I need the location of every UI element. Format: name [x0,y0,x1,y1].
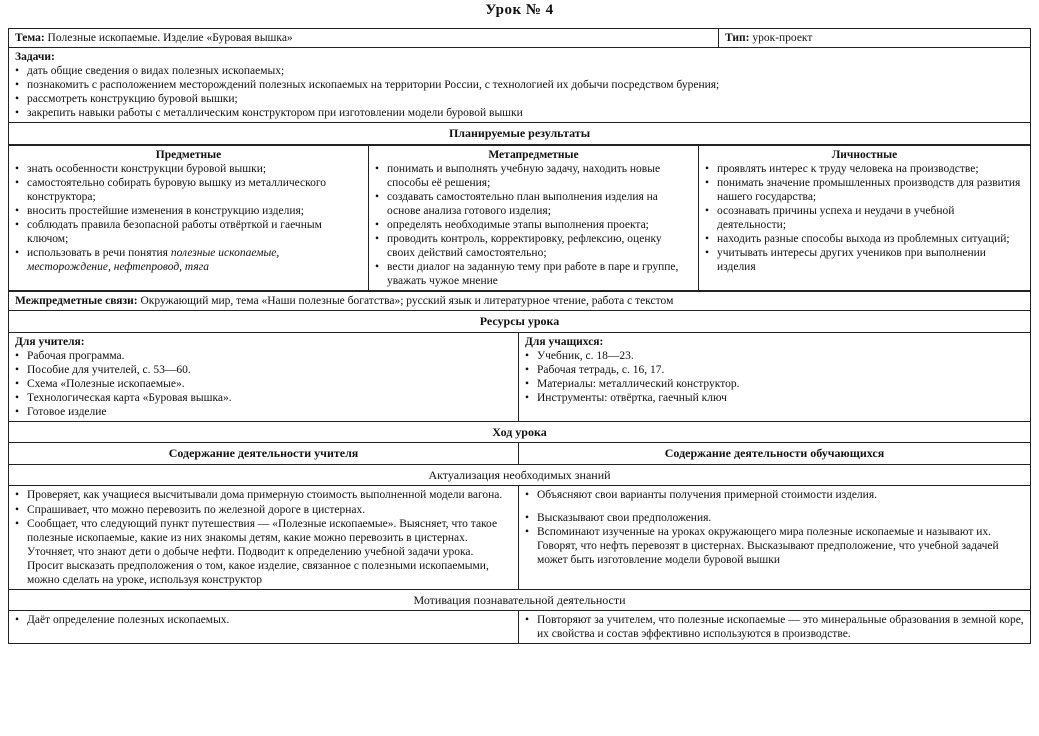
student-resource-item: • Учебник, с. 18—23. [525,349,1024,363]
tasks-cell [9,48,1031,123]
resources-header: Ресурсы урока [9,310,1031,332]
teacher-resource-item: • Рабочая программа. [15,349,512,363]
personal-item: • учитывать интересы других учеников при выполнении изделия [705,246,1024,274]
stage1-teacher-item: • Сообщает, что следующий пункт путешествия — «Полезные ископаемые». Выясняет, что такое полезные ископаемые, какие из них знакомы детям, какие можно перевозить в цистернах. Уточняет, что знают дети о добыче нефти. Подводит к определению учебной задачи урока. Просит высказать предположения о том, какое изделие, связанное с полезными ископаемыми, можно сделать на уроке, используя конструктор [15,517,512,587]
task-item: • рассмотреть конструкцию буровой вышки; [15,92,1024,106]
topic-row [9,29,1031,48]
personal-header: Личностные [831,148,898,161]
stage1-student-item: • Объясняют свои варианты получения примерной стоимости изделия. [525,488,1024,502]
stage2-teacher-item: • Даёт определение полезных ископаемых. [15,613,512,627]
task-item: • дать общие сведения о видах полезных ископаемых; [15,64,1024,78]
stage2-content-row [9,611,1031,644]
student-resources-list [525,349,1024,405]
stage2-student-list [525,613,1024,641]
meta-item: • вести диалог на заданную тему при работе в паре и группе, уважать чужое мнение [375,260,692,288]
meta-item: • проводить контроль, корректировку, рефлексию, оценку своих действий самостоятельно; [375,232,692,260]
stage1-student-item: • Высказывают свои предположения. [525,511,1024,525]
student-column-header: Содержание деятельности обучающихся [519,443,1031,465]
meta-item: • понимать и выполнять учебную задачу, находить новые способы её решения; [375,162,692,190]
stage2-teacher-cell [9,611,519,644]
topic-cell [9,29,719,48]
tasks-row [9,48,1031,123]
student-resource-item: • Инструменты: отвёртка, гаечный ключ [525,391,1024,405]
columns-header-row [9,443,1031,465]
stage1-student-cell [519,486,1031,589]
lesson-table [8,28,1030,644]
stage2-row [9,589,1031,611]
student-resource-item: • Материалы: металлический конструктор. [525,377,1024,391]
stage1-row [9,464,1031,486]
student-resource-item: • Рабочая тетрадь, с. 16, 17. [525,363,1024,377]
links-value: Окружающий мир, тема «Наши полезные богатства»; русский язык и литературное чтение, работа с текстом [140,294,674,307]
type-label: Тип: [725,32,750,44]
stage1-student-item: • Вспоминают изученные на уроках окружающего мира полезные ископаемые и называют их. Говорят, что нефть перевозят в цистернах. Высказывают предположение, что учебной задачей может быть изготовление модели буровой вышки [525,525,1024,567]
personal-results-cell [699,145,1031,290]
subject-list [15,162,362,274]
teacher-resource-item: • Технологическая карта «Буровая вышка». [15,391,512,405]
personal-list [705,162,1024,274]
links-cell [9,291,1031,310]
stage2-student-cell [519,611,1031,644]
page-title: Урок № 4 [485,2,554,18]
task-item: • познакомить с расположением месторождений полезных ископаемых на территории России, с технологией их добычи посредством бурения; [15,78,1024,92]
student-resources-label: Для учащихся: [525,335,604,348]
teacher-resource-item: • Пособие для учителей, с. 53—60. [15,363,512,377]
meta-header: Метапредметные [488,148,579,161]
meta-results-cell [369,145,699,290]
teacher-resources-list [15,349,512,419]
stage1-student-list [525,488,1024,566]
stage1-teacher-item: • Проверяет, как учащиеся высчитывали дома примерную стоимость выполненной модели вагона. [15,488,512,502]
meta-item: • создавать самостоятельно план выполнения изделия на основе анализа готового изделия; [375,190,692,218]
resources-header-row [9,310,1031,332]
resources-row [9,332,1031,421]
subject-header: Предметные [155,148,222,161]
subject-item: • знать особенности конструкции буровой вышки; [15,162,362,176]
personal-item: • находить разные способы выхода из проблемных ситуаций; [705,232,1024,246]
teacher-resources-label: Для учителя: [15,335,85,348]
personal-item: • осознавать причины успеха и неудачи в учебной деятельности; [705,204,1024,232]
links-label: Межпредметные связи: [15,294,138,307]
terms-prefix: использовать в речи понятия [27,246,171,259]
task-item: • закрепить навыки работы с металлическим конструктором при изготовлении модели буровой вышки [15,106,1024,120]
course-header-row [9,421,1031,443]
teacher-column-header: Содержание деятельности учителя [9,443,519,465]
links-row [9,291,1031,310]
results-row [9,145,1031,290]
subject-item: • самостоятельно собирать буровую вышку из металлического конструктора; [15,176,362,204]
results-header: Планируемые результаты [9,123,1031,145]
terms-italic: полезные ископаемые, месторождение, нефтепровод, тяга [27,246,280,273]
stage1-teacher-cell [9,486,519,589]
stage1-teacher-list [15,488,512,586]
tasks-list [15,64,1024,120]
type-value: урок-проект [752,32,813,44]
stage1-teacher-item: • Спрашивает, что можно перевозить по железной дороге в цистернах. [15,503,512,517]
stage2-teacher-list [15,613,512,627]
stage1-content-row [9,486,1031,589]
spacer [525,503,1024,511]
subject-item-terms [15,246,362,274]
course-header: Ход урока [9,421,1031,443]
tasks-label: Задачи: [15,51,55,64]
type-cell [719,29,1031,48]
subject-results-cell [9,145,369,290]
topic-value: Полезные ископаемые. Изделие «Буровая вышка» [47,32,293,44]
teacher-resource-item: • Готовое изделие [15,405,512,419]
personal-item: • понимать значение промышленных производств для развития нашего государства; [705,176,1024,204]
topic-label: Тема: [15,32,45,44]
teacher-resources-cell [9,332,519,421]
subject-item: • вносить простейшие изменения в конструкцию изделия; [15,204,362,218]
subject-item: • соблюдать правила безопасной работы отвёрткой и гаечным ключом; [15,218,362,246]
stage1-header: Актуализация необходимых знаний [9,464,1031,486]
meta-item: • определять необходимые этапы выполнения проекта; [375,218,692,232]
personal-item: • проявлять интерес к труду человека на производстве; [705,162,1024,176]
stage2-header: Мотивация познавательной деятельности [9,589,1031,611]
student-resources-cell [519,332,1031,421]
stage2-student-item: • Повторяют за учителем, что полезные ископаемые — это минеральные образования в земной коре, их свойства и состав эффективно используются в производстве. [525,613,1024,641]
meta-list [375,162,692,288]
teacher-resource-item: • Схема «Полезные ископаемые». [15,377,512,391]
results-header-row [9,123,1031,145]
